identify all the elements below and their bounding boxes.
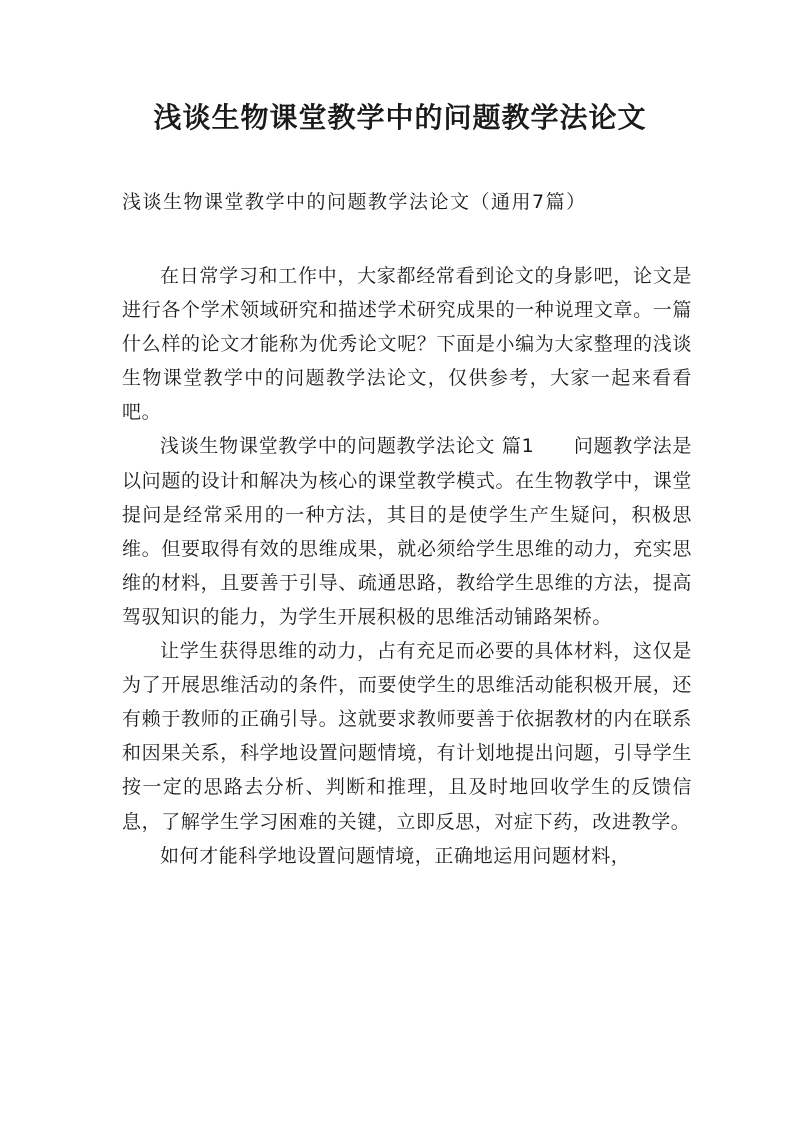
- document-title: 浅谈生物课堂教学中的问题教学法论文: [153, 101, 647, 134]
- document-body: [122, 259, 692, 873]
- paragraph-guidance: 让学生获得思维的动力，占有充足而必要的具体材料，这仅是为了开展思维活动的条件，而要使学生的思维活动能积极开展，还有赖于教师的正确引导。这就要求教师要善于依据教材的内在联系和因果关系，科学地设置问题情境，有计划地提出问题，引导学生按一定的思路去分析、判断和推理，且及时地回收学生的反馈信息，了解学生学习困难的关键，立即反思，对症下药，改进教学。: [122, 640, 692, 833]
- document-subtitle: 浅谈生物课堂教学中的问题教学法论文（通用7篇）: [122, 191, 587, 213]
- paragraph-part-1: 浅谈生物课堂教学中的问题教学法论文 篇1 问题教学法是以问题的设计和解决为核心的课堂教学模式。在生物教学中，课堂提问是经常采用的一种方法，其目的是使学生产生疑问，积极思维。但要取得有效的思维成果，就必须给学生思维的动力，充实思维的材料，且要善于引导、疏通思路，教给学生思维的方法，提高驾驭知识的能力，为学生开展积极的思维活动铺路架桥。: [122, 435, 692, 628]
- paragraph-question-setting: 如何才能科学地设置问题情境，正确地运用问题材料，: [160, 844, 631, 867]
- paragraph-intro: 在日常学习和工作中，大家都经常看到论文的身影吧，论文是进行各个学术领域研究和描述学术研究成果的一种说理文章。一篇什么样的论文才能称为优秀论文呢？下面是小编为大家整理的浅谈生物课堂教学中的问题教学法论文，仅供参考，大家一起来看看吧。: [122, 265, 692, 424]
